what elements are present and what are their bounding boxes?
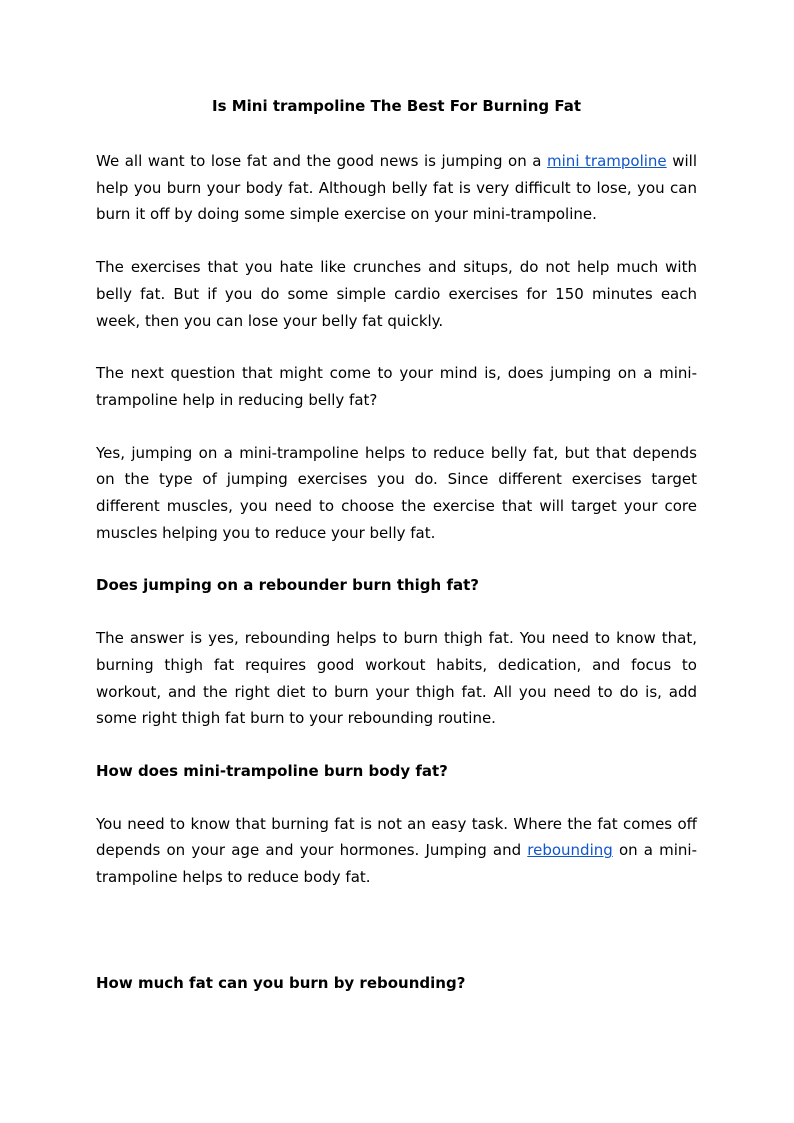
rebounding-link[interactable]: rebounding — [527, 841, 613, 860]
document-title: Is Mini trampoline The Best For Burning Fat — [212, 97, 581, 115]
paragraph-question: The next question that might come to your mind is, does jumping on a mini-trampoline help in reducing belly fat? — [96, 364, 697, 409]
heading-how-much-fat: How much fat can you burn by rebounding? — [96, 973, 466, 992]
paragraph-answer: Yes, jumping on a mini-trampoline helps to reduce belly fat, but that depends on the type of jumping exercises you do. Since different exercises target different muscles, you need to choose the exercise that will target your core muscles helping you to reduce your belly fat. — [96, 443, 697, 542]
heading-body-fat: How does mini-trampoline burn body fat? — [96, 761, 448, 780]
body-fat-text-start: You need to know that burning fat is not an easy task. Where the fat comes off depends on your age and your hormones. Jumping and — [96, 814, 697, 860]
intro-paragraph — [96, 148, 697, 228]
document-page — [96, 96, 697, 1022]
blank-space — [96, 917, 697, 970]
paragraph-body-fat — [96, 811, 697, 891]
intro-text-end: will help you burn your body fat. Although belly fat is very difficult to lose, you can burn it off by doing some simple exercise on your mini-trampoline. — [96, 152, 697, 224]
paragraph-exercises: The exercises that you hate like crunches and situps, do not help much with belly fat. But if you do some simple cardio exercises for 150 minutes each week, then you can lose your belly fat quickly. — [96, 258, 697, 330]
mini-trampoline-link[interactable]: mini trampoline — [547, 152, 667, 170]
intro-text-start: We all want to lose fat and the good news is jumping on a — [96, 152, 548, 170]
body-fat-text-end: on a mini-trampoline helps to reduce body fat. — [96, 841, 698, 887]
heading-thigh-fat: Does jumping on a rebounder burn thigh fat? — [96, 576, 479, 595]
paragraph-thigh-fat: The answer is yes, rebounding helps to burn thigh fat. You need to know that, burning thigh fat requires good workout habits, dedication, and focus to workout, and the right diet to burn your thigh fat. All you need to do is, add some right thigh fat burn to your rebounding routine. — [96, 629, 697, 728]
